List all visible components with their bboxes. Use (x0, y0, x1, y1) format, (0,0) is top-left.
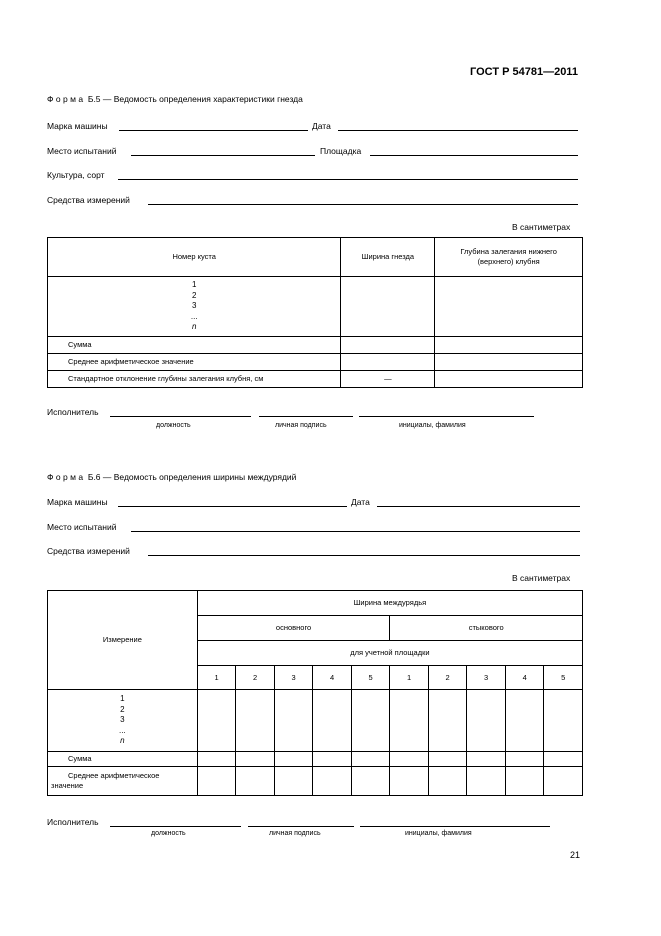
form6-cell-mean[interactable] (236, 767, 275, 796)
form6-col-joint: стыкового (390, 616, 583, 641)
form5-cell-stdev-depth[interactable] (435, 371, 583, 388)
form6-col-number: 4 (505, 666, 544, 690)
form6-col-number: 2 (428, 666, 467, 690)
form6-col-number: 3 (467, 666, 506, 690)
form6-cell-sum[interactable] (505, 752, 544, 767)
form6-cell-sum[interactable] (544, 752, 583, 767)
form5-date-field[interactable] (338, 130, 578, 131)
page-number: 21 (570, 850, 581, 860)
form6-col-number: 1 (197, 666, 236, 690)
form5-culture-field[interactable] (118, 179, 578, 180)
form5-units: В сантиметрах (512, 222, 571, 232)
form5-signature-caption: личная подпись (275, 422, 327, 429)
form6-cell[interactable] (274, 690, 313, 752)
form5-machine-label: Марка машины (47, 121, 108, 131)
form5-cell-sum-depth[interactable] (435, 337, 583, 354)
form6-name-caption: инициалы, фамилия (405, 830, 472, 837)
form5-row-numbers (48, 277, 341, 337)
form5-col-nest-width: Ширина гнезда (341, 238, 435, 277)
form6-cell[interactable] (313, 690, 352, 752)
form5-col-depth-line1: Глубина залегания нижнего (460, 247, 557, 256)
form6-place-label: Место испытаний (47, 522, 117, 532)
form6-row-number: 3 (120, 715, 125, 725)
form6-col-number: 5 (351, 666, 390, 690)
form5-position-caption: должность (156, 422, 191, 429)
form6-row-number: 1 (120, 694, 125, 704)
form5-title (47, 94, 303, 105)
form6-cell[interactable] (236, 690, 275, 752)
form6-col-number: 2 (236, 666, 275, 690)
form6-row-sum: Сумма (48, 752, 198, 767)
form6-executor-label: Исполнитель (47, 817, 99, 827)
form5-cell-width[interactable] (341, 277, 435, 337)
form5-executor-label: Исполнитель (47, 407, 99, 417)
form6-tools-label: Средства измерений (47, 546, 130, 556)
form5-row-number: ... (190, 311, 198, 321)
form6-cell-sum[interactable] (274, 752, 313, 767)
form6-cell-mean[interactable] (505, 767, 544, 796)
form5-row-number: 2 (191, 290, 197, 300)
form6-title (47, 472, 296, 483)
form6-cell-sum[interactable] (236, 752, 275, 767)
form5-site-label: Площадка (320, 146, 362, 156)
form6-title-text: Б.6 — Ведомость определения ширины междурядий (85, 472, 297, 482)
form5-place-label: Место испытаний (47, 146, 117, 156)
form6-cell-mean[interactable] (197, 767, 236, 796)
form6-cell-mean[interactable] (467, 767, 506, 796)
form5-cell-mean-width[interactable] (341, 354, 435, 371)
form5-date-label: Дата (312, 121, 331, 131)
form5-tools-field[interactable] (148, 204, 578, 205)
form6-cell[interactable] (544, 690, 583, 752)
form6-cell-mean[interactable] (428, 767, 467, 796)
form6-row-number: n (120, 736, 125, 746)
form5-cell-mean-depth[interactable] (435, 354, 583, 371)
form6-row-mean (48, 767, 198, 796)
form6-cell-mean[interactable] (313, 767, 352, 796)
form5-row-number: 3 (191, 301, 197, 311)
form5-cell-stdev-width: — (341, 371, 435, 388)
form6-cell[interactable] (467, 690, 506, 752)
form6-signature-caption: личная подпись (269, 830, 321, 837)
form6-units: В сантиметрах (512, 573, 571, 583)
document-standard-number: ГОСТ Р 54781—2011 (470, 66, 578, 78)
form5-executor-name-field[interactable] (359, 416, 534, 417)
form6-cell-mean[interactable] (544, 767, 583, 796)
form6-tools-field[interactable] (148, 555, 580, 556)
form6-col-main: основного (197, 616, 390, 641)
form5-row-stdev: Стандартное отклонение глубины залегания клубня, см (48, 371, 341, 388)
form6-cell-sum[interactable] (467, 752, 506, 767)
form6-cell[interactable] (390, 690, 429, 752)
form5-table (47, 237, 583, 388)
form6-row-numbers (48, 690, 198, 752)
form6-cell[interactable] (505, 690, 544, 752)
form6-cell-mean[interactable] (351, 767, 390, 796)
form5-col-bush-number: Номер куста (48, 238, 341, 277)
form6-cell[interactable] (428, 690, 467, 752)
form6-cell-sum[interactable] (197, 752, 236, 767)
form5-row-number: 1 (191, 280, 197, 290)
form5-title-text: Б.5 — Ведомость определения характеристики гнезда (85, 94, 303, 104)
form6-col-number: 1 (390, 666, 429, 690)
form6-cell[interactable] (197, 690, 236, 752)
form5-row-number: n (191, 322, 197, 332)
form5-machine-field[interactable] (119, 130, 308, 131)
form6-executor-position-field[interactable] (110, 826, 241, 827)
form6-machine-field[interactable] (118, 506, 347, 507)
form6-cell-sum[interactable] (428, 752, 467, 767)
form5-row-mean: Среднее арифметическое значение (48, 354, 341, 371)
form5-row-sum: Сумма (48, 337, 341, 354)
form6-title-word: Форма (47, 472, 86, 482)
form5-col-depth (435, 238, 583, 277)
form6-row-mean-line1: Среднее арифметическое (68, 771, 160, 780)
form6-col-measurement: Измерение (48, 591, 198, 690)
form5-place-field[interactable] (131, 155, 315, 156)
form6-date-field[interactable] (377, 506, 580, 507)
form6-machine-label: Марка машины (47, 497, 108, 507)
form6-cell-mean[interactable] (390, 767, 429, 796)
form6-cell[interactable] (351, 690, 390, 752)
form5-title-word: Форма (47, 94, 86, 104)
form6-col-plot: для учетной площадки (197, 641, 582, 666)
form6-date-label: Дата (351, 497, 370, 507)
form6-row-number: 2 (120, 704, 125, 714)
form6-row-mean-line2: значение (51, 781, 84, 790)
form6-table (47, 590, 583, 796)
form6-col-number: 5 (544, 666, 583, 690)
form6-cell-sum[interactable] (390, 752, 429, 767)
form6-position-caption: должность (151, 830, 186, 837)
form5-cell-depth[interactable] (435, 277, 583, 337)
form5-cell-sum-width[interactable] (341, 337, 435, 354)
form6-place-field[interactable] (131, 531, 580, 532)
form6-cell-sum[interactable] (351, 752, 390, 767)
form5-site-field[interactable] (370, 155, 578, 156)
form6-executor-name-field[interactable] (360, 826, 550, 827)
form5-culture-label: Культура, сорт (47, 170, 105, 180)
form6-col-number: 3 (274, 666, 313, 690)
form6-cell-mean[interactable] (274, 767, 313, 796)
form6-cell-sum[interactable] (313, 752, 352, 767)
form6-row-number: ... (119, 725, 126, 735)
form5-executor-position-field[interactable] (110, 416, 251, 417)
form5-executor-signature-field[interactable] (259, 416, 353, 417)
form5-name-caption: инициалы, фамилия (399, 422, 466, 429)
form5-tools-label: Средства измерений (47, 195, 130, 205)
form6-col-row-width: Ширина междурядья (197, 591, 582, 616)
form6-executor-signature-field[interactable] (248, 826, 354, 827)
form5-col-depth-line2: (верхнего) клубня (477, 257, 540, 266)
form6-col-number: 4 (313, 666, 352, 690)
